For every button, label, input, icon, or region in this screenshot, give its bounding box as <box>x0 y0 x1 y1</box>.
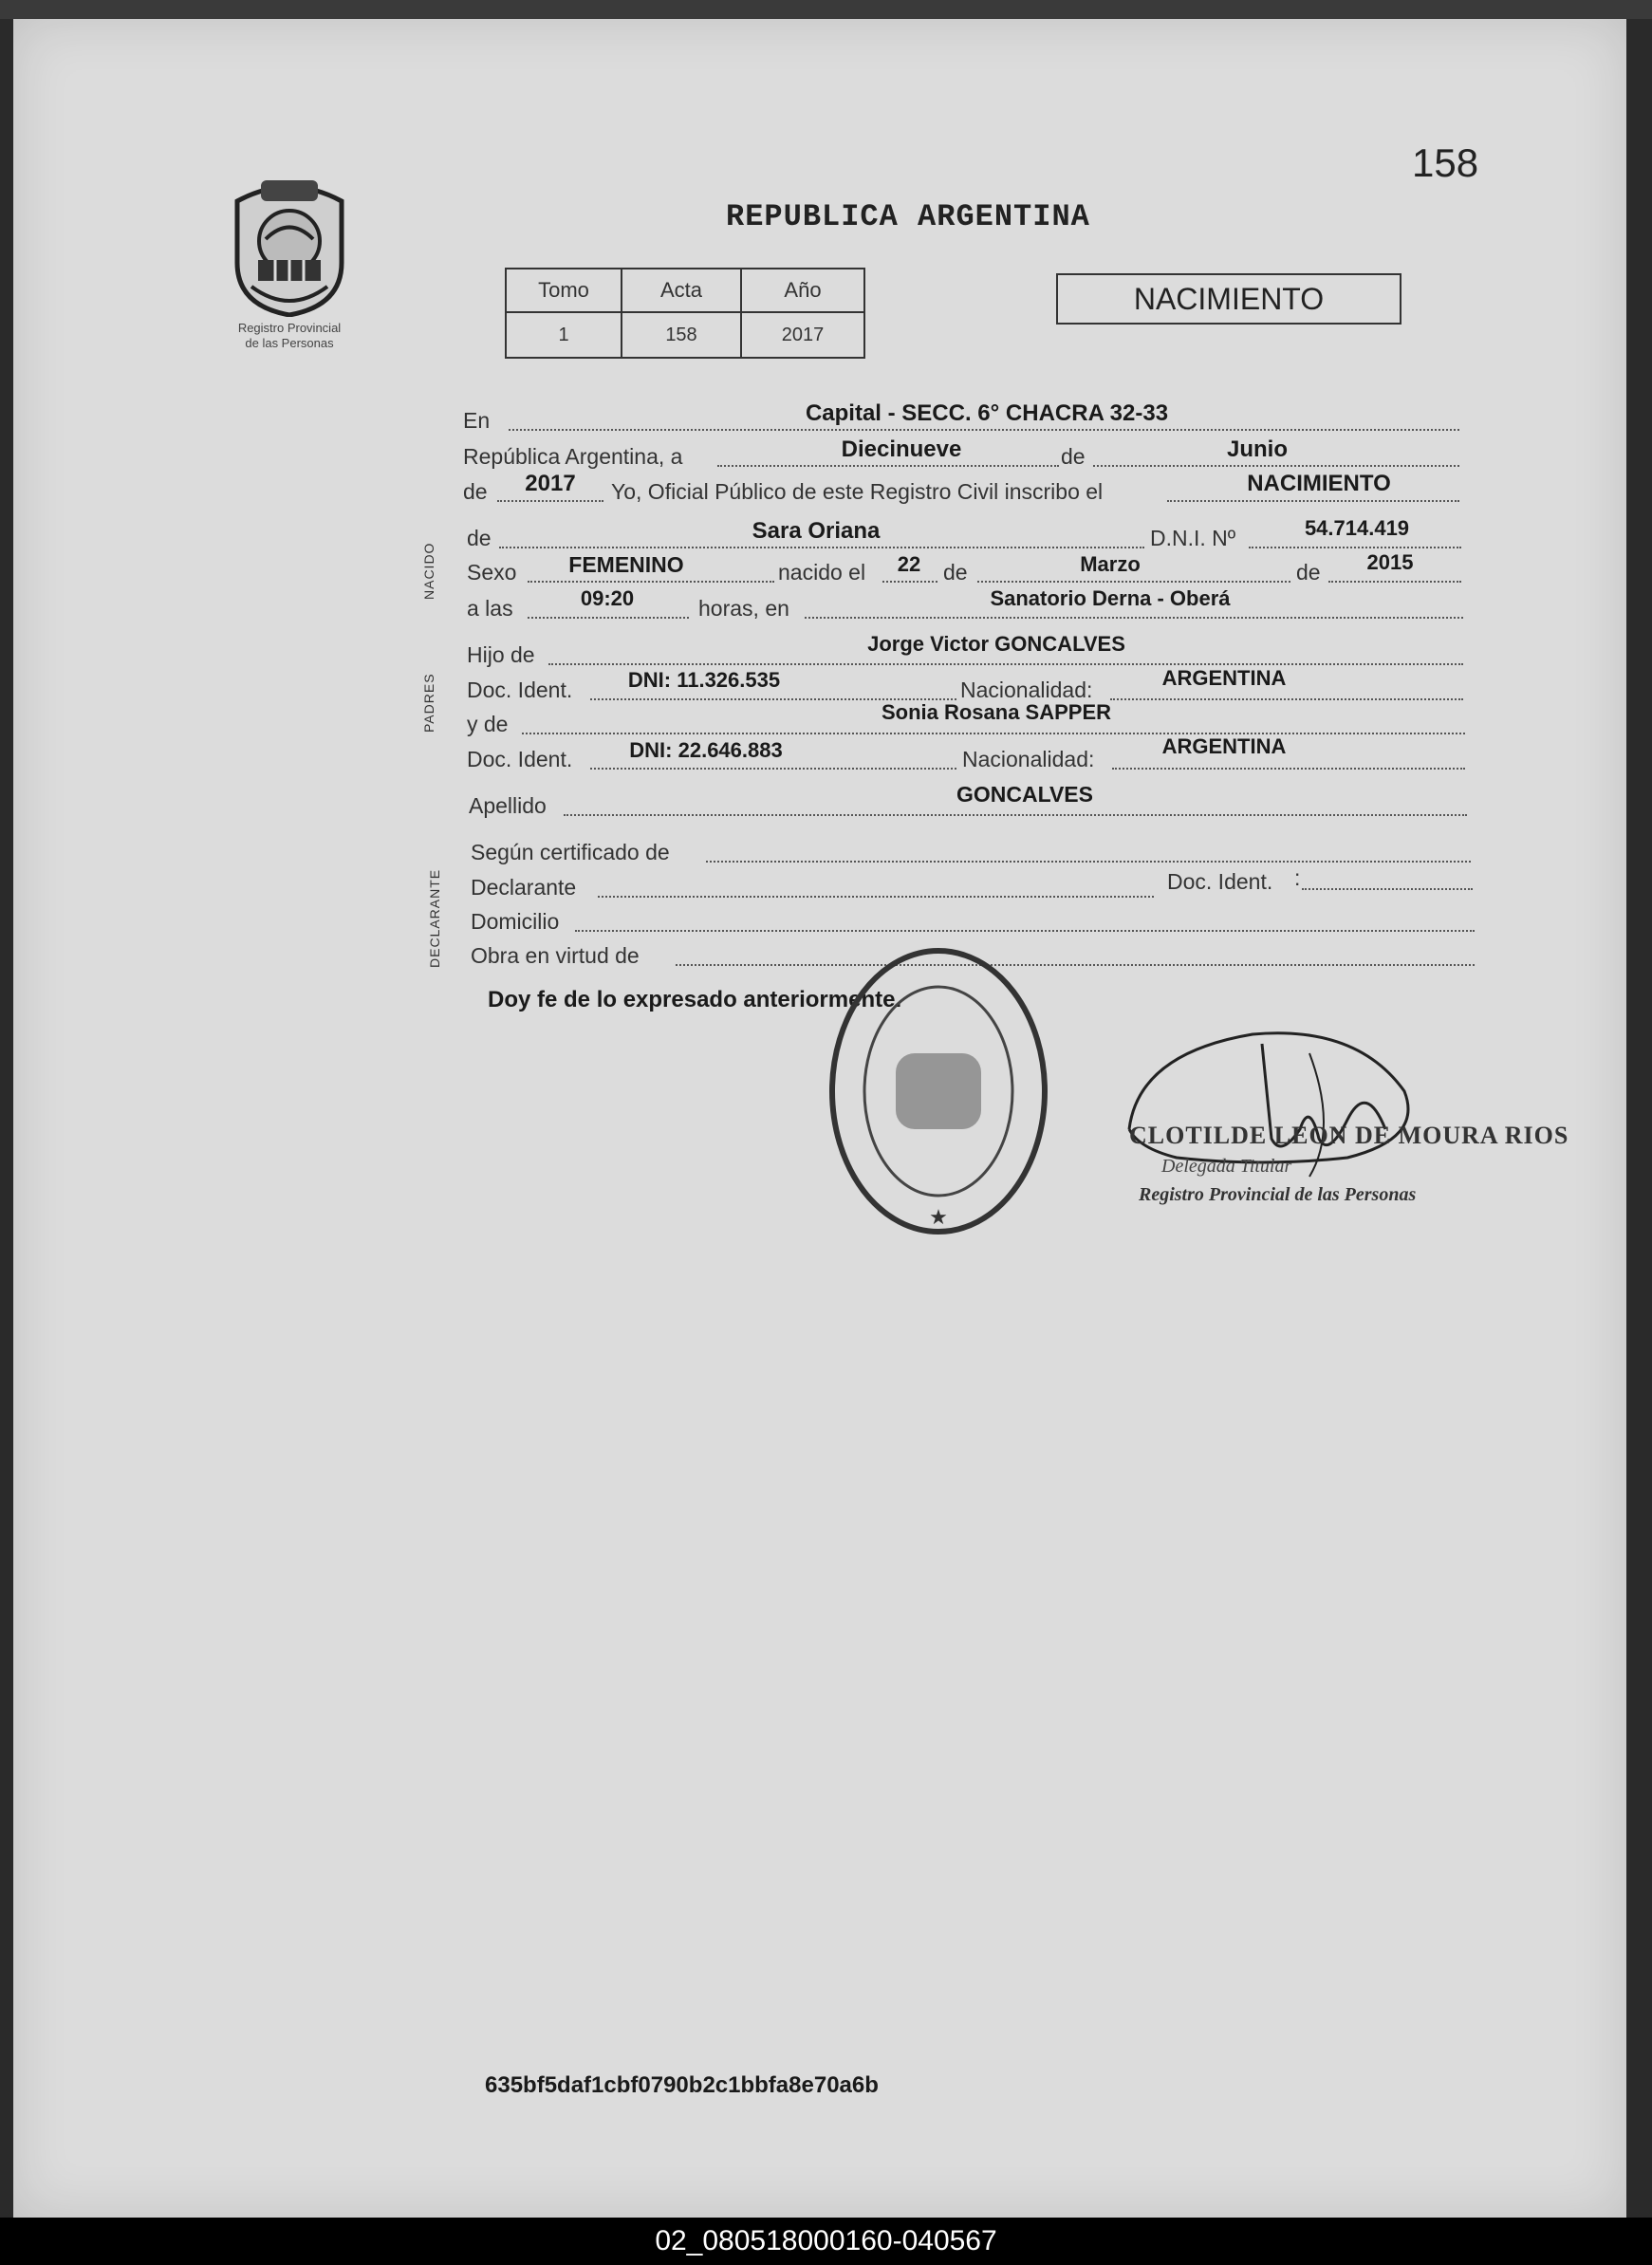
dotted-line <box>1328 581 1461 583</box>
value-lugar-nacimiento: Sanatorio Derna - Oberá <box>990 586 1231 610</box>
label-de-3: de <box>467 526 492 550</box>
acta-value-anio: 2017 <box>741 312 864 358</box>
dotted-line <box>977 581 1290 583</box>
label-a-las: a las <box>467 596 513 621</box>
svg-text:★: ★ <box>929 1205 948 1229</box>
scan-footer-code: 02_080518000160-040567 <box>0 2218 1652 2265</box>
dotted-line <box>522 733 1465 734</box>
dotted-line <box>528 581 774 583</box>
label-doc-ident-2: Doc. Ident. <box>467 747 573 771</box>
label-yo-oficial: Yo, Oficial Público de este Registro Civil inscribo el <box>611 479 1104 504</box>
value-mes-inscripcion: Junio <box>1227 436 1288 462</box>
label-apellido: Apellido <box>469 793 547 818</box>
emblem-caption-line-2: de las Personas <box>245 336 334 350</box>
acta-header-tomo: Tomo <box>506 269 622 312</box>
value-nombre: Sara Oriana <box>752 518 881 544</box>
label-declarante: Declarante <box>471 875 577 900</box>
side-label-nacido: NACIDO <box>421 542 436 600</box>
dotted-line <box>598 896 1154 898</box>
page-number: 158 <box>1412 140 1479 185</box>
document-title: REPUBLICA ARGENTINA <box>726 199 1090 234</box>
label-dni: D.N.I. Nº <box>1150 526 1236 550</box>
label-hijo-de: Hijo de <box>467 642 535 667</box>
acta-table-value-row <box>506 312 864 358</box>
value-hora: 09:20 <box>580 586 635 610</box>
value-anio-inscripcion: 2017 <box>525 471 576 496</box>
acta-value-acta: 158 <box>622 312 741 358</box>
value-dia-nacimiento: 22 <box>897 552 921 576</box>
side-label-padres: PADRES <box>421 673 436 733</box>
label-de-1: de <box>1061 444 1086 469</box>
dotted-line <box>805 617 1463 619</box>
document-hash: 635bf5daf1cbf0790b2c1bbfa8e70a6b <box>485 2072 879 2098</box>
value-madre-doc: DNI: 22.646.883 <box>629 738 783 762</box>
acta-value-tomo: 1 <box>506 312 622 358</box>
value-lugar: Capital - SECC. 6° CHACRA 32-33 <box>805 400 1169 426</box>
label-de-4: de <box>943 560 968 585</box>
record-type-box: NACIMIENTO <box>1056 273 1401 325</box>
emblem-caption-line-1: Registro Provincial <box>237 321 342 335</box>
signer-name: CLOTILDE LEON DE MOURA RIOS <box>1129 1122 1569 1149</box>
dotted-line <box>1093 465 1459 467</box>
dotted-line <box>882 581 937 583</box>
dotted-line <box>676 964 1475 966</box>
label-nacido-el: nacido el <box>778 560 866 585</box>
official-seal-icon <box>820 939 1057 1243</box>
value-tipo-inscripcion: NACIMIENTO <box>1247 471 1391 496</box>
value-padre: Jorge Victor GONCALVES <box>867 632 1125 656</box>
label-y-de: y de <box>467 712 509 736</box>
dotted-line <box>575 930 1475 932</box>
dotted-line <box>1112 768 1465 770</box>
label-sexo: Sexo <box>467 560 517 585</box>
label-horas-en: horas, en <box>698 596 789 621</box>
value-padre-doc: DNI: 11.326.535 <box>627 668 781 692</box>
dotted-line <box>590 768 956 770</box>
label-de-5: de <box>1296 560 1321 585</box>
signer-title: Delegada Titular <box>1161 1156 1292 1177</box>
value-dia-inscripcion: Diecinueve <box>841 436 962 462</box>
dotted-line <box>1110 698 1463 700</box>
label-obra-en-virtud: Obra en virtud de <box>471 943 640 968</box>
dotted-line <box>499 547 1144 548</box>
label-domicilio: Domicilio <box>471 909 560 934</box>
emblem-caption <box>209 321 370 351</box>
dotted-line <box>548 663 1463 665</box>
dotted-line <box>528 617 689 619</box>
dotted-line <box>706 861 1471 863</box>
side-label-declarante: DECLARANTE <box>427 868 442 968</box>
label-doc-ident-1: Doc. Ident. <box>467 678 573 702</box>
label-nacionalidad-1: Nacionalidad: <box>960 678 1093 702</box>
acta-header-acta: Acta <box>622 269 741 312</box>
acta-header-anio: Año <box>741 269 864 312</box>
label-en: En <box>463 408 491 433</box>
label-segun-certificado: Según certificado de <box>471 840 670 864</box>
dotted-line <box>497 500 603 502</box>
value-sexo: FEMENINO <box>568 552 684 577</box>
label-doc-ident-3: Doc. Ident. <box>1167 869 1273 894</box>
dotted-line <box>1302 888 1473 890</box>
value-declarante-doc: : <box>1294 865 1301 890</box>
value-anio-nacimiento: 2015 <box>1366 550 1414 574</box>
label-republica: República Argentina, a <box>463 444 683 469</box>
dotted-line <box>564 814 1467 816</box>
dotted-line <box>509 429 1459 431</box>
dotted-line <box>717 465 1059 467</box>
dotted-line <box>1167 500 1459 502</box>
value-padre-nacionalidad: ARGENTINA <box>1161 666 1287 690</box>
acta-table-header-row <box>506 269 864 312</box>
value-madre: Sonia Rosana SAPPER <box>881 700 1112 724</box>
value-dni: 54.714.419 <box>1304 516 1410 540</box>
dotted-line <box>1249 547 1461 548</box>
value-apellido: GONCALVES <box>956 782 1093 807</box>
provincial-emblem-icon <box>218 173 361 317</box>
value-madre-nacionalidad: ARGENTINA <box>1161 734 1287 758</box>
value-mes-nacimiento: Marzo <box>1080 552 1141 576</box>
label-de-2: de <box>463 479 488 504</box>
signer-organization: Registro Provincial de las Personas <box>1139 1184 1417 1205</box>
closing-statement: Doy fe de lo expresado anteriormente. <box>488 987 902 1012</box>
acta-table <box>505 268 865 359</box>
label-nacionalidad-2: Nacionalidad: <box>962 747 1095 771</box>
